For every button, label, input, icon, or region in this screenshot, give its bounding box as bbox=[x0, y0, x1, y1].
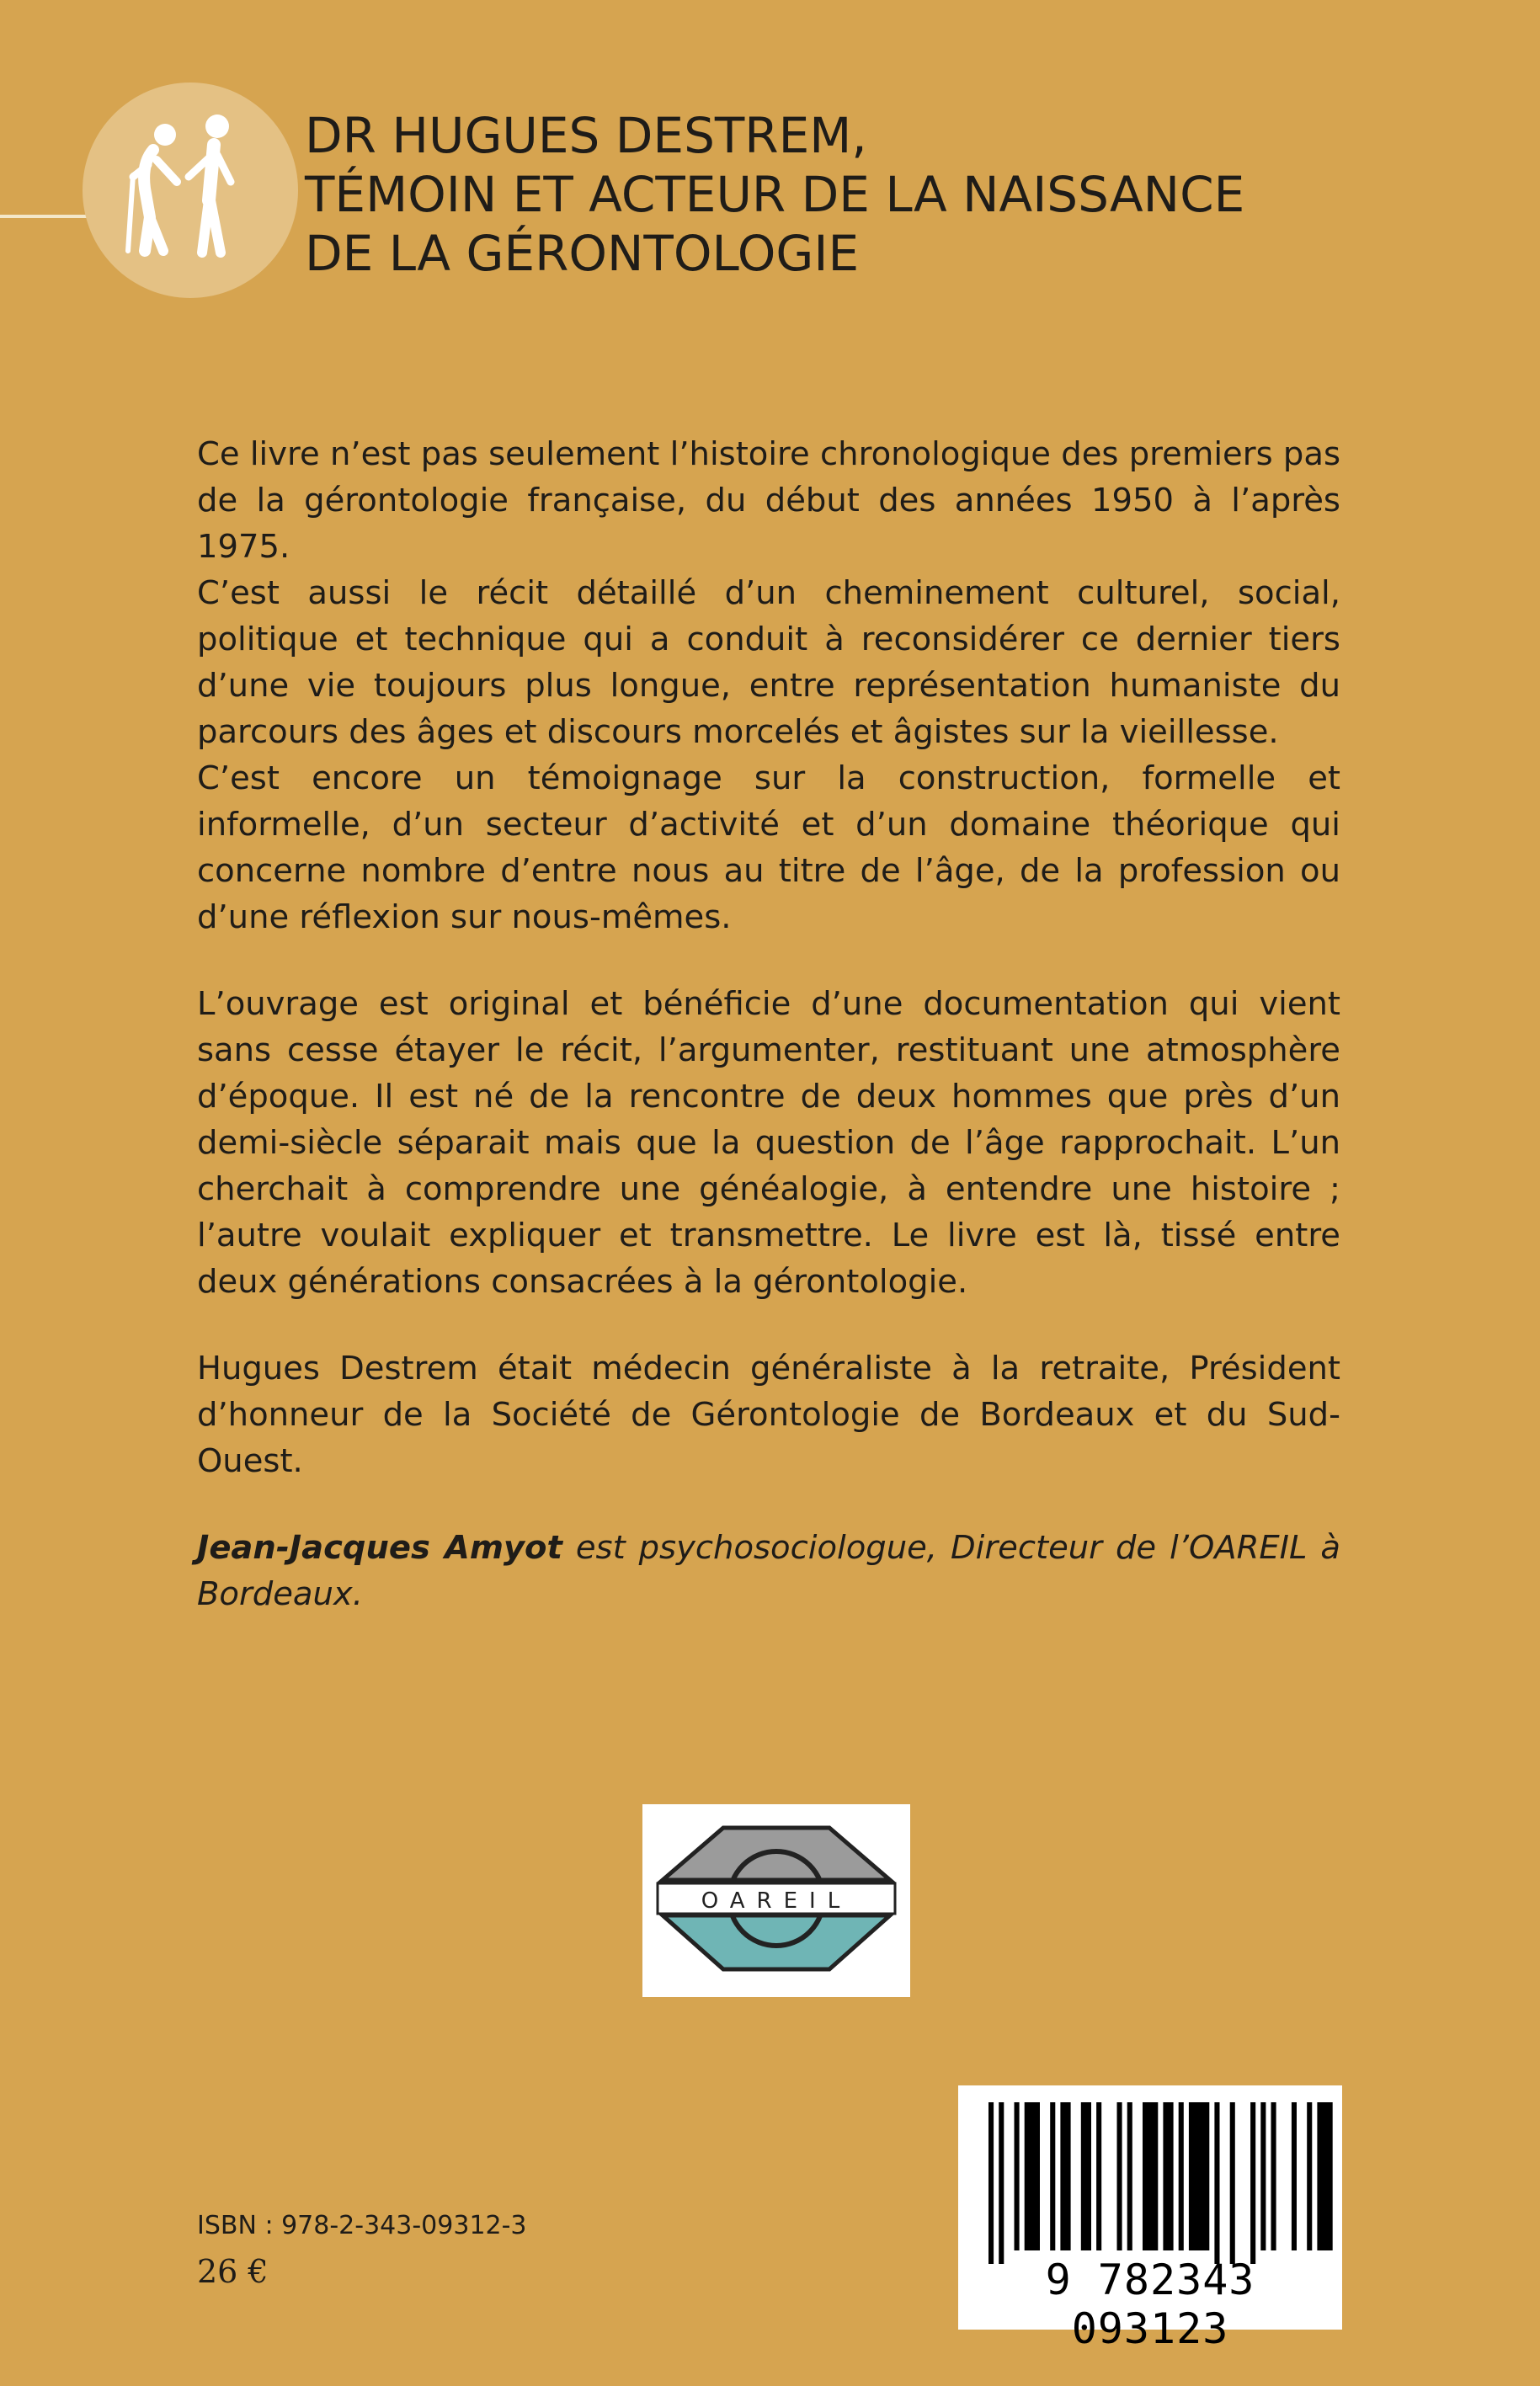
barcode-bar bbox=[988, 2102, 994, 2264]
back-cover-blurb bbox=[197, 431, 1340, 1617]
barcode-bar bbox=[1015, 2102, 1020, 2250]
barcode-bar bbox=[1143, 2102, 1158, 2250]
barcode-bar bbox=[1096, 2102, 1101, 2250]
barcode-bar bbox=[1271, 2102, 1276, 2250]
title-line-1: DR HUGUES DESTREM, bbox=[305, 107, 867, 164]
oareil-logo-icon bbox=[642, 1804, 910, 1997]
barcode-bar bbox=[1317, 2102, 1332, 2250]
blurb-paragraph-4: L’ouvrage est original et bénéficie d’une documentation qui vient sans cesse étayer le récit, l’argumenter, restituant une atmosphère d’époque. Il est né de la rencontre de deux hommes que près d’un demi-siècle séparait mais que la question de l’âge rapprochait. L’un cherchait à comprendre une généalogie, à entendre une histoire ; l’autre voulait expliquer et transmettre. Le livre est là, tissé entre deux générations consacrées à la gérontologie. bbox=[197, 985, 1340, 1301]
elderly-people-icon bbox=[83, 83, 298, 298]
barcode-bar bbox=[1050, 2102, 1055, 2250]
author-description: est psychosociologue, Directeur de l’OAREIL à Bordeaux. bbox=[197, 1529, 1340, 1613]
logo-text: OAREIL bbox=[701, 1888, 852, 1914]
badge-circle bbox=[83, 83, 298, 298]
barcode-bar bbox=[1250, 2102, 1255, 2264]
blurb-paragraph-1: Ce livre n’est pas seulement l’histoire chronologique des premiers pas de la gérontologie française, du début des années 1950 à l’après 1975. bbox=[197, 435, 1340, 566]
blurb-paragraph-2: C’est aussi le récit détaillé d’un cheminement culturel, social, politique et technique qui a conduit à reconsidérer ce dernier tiers d’une vie toujours plus longue, entre représentation humaniste du parcours des âges et discours morcelés et âgistes sur la vieillesse. bbox=[197, 574, 1340, 751]
blurb-paragraph-5: Hugues Destrem était médecin généraliste à la retraite, Président d’honneur de la Société de Gérontologie de Bordeaux et du Sud-Ouest. bbox=[197, 1350, 1340, 1480]
title-line-3: DE LA GÉRONTOLOGIE bbox=[305, 225, 860, 282]
barcode-bar bbox=[999, 2102, 1004, 2264]
title-line-2: TÉMOIN ET ACTEUR DE LA NAISSANCE bbox=[305, 166, 1245, 223]
price: 26 € bbox=[197, 2253, 269, 2290]
author-name: Jean-Jacques Amyot bbox=[197, 1529, 562, 1567]
barcode-bar bbox=[1214, 2102, 1219, 2264]
publisher-logo bbox=[642, 1804, 910, 1997]
barcode-bar bbox=[1163, 2102, 1173, 2250]
book-title bbox=[305, 106, 1484, 283]
barcode-bar bbox=[1117, 2102, 1122, 2250]
isbn: ISBN : 978-2-343-09312-3 bbox=[197, 2211, 527, 2240]
barcode-bar bbox=[1127, 2102, 1132, 2250]
barcode-digits: 9 782343 093123 bbox=[1045, 2256, 1255, 2353]
author-note bbox=[197, 1525, 1340, 1617]
barcode-bar bbox=[1081, 2102, 1091, 2250]
barcode-bar bbox=[1179, 2102, 1184, 2250]
barcode-bar bbox=[1025, 2102, 1040, 2250]
barcode-bar bbox=[1230, 2102, 1235, 2264]
barcode-bar bbox=[1307, 2102, 1312, 2250]
barcode bbox=[958, 2085, 1342, 2353]
barcode-bar bbox=[1060, 2102, 1070, 2250]
barcode-bar bbox=[1189, 2102, 1209, 2250]
barcode-bar bbox=[1292, 2102, 1297, 2250]
blurb-paragraph-3: C’est encore un témoignage sur la construction, formelle et informelle, d’un secteur d’activité et d’un domaine théorique qui concerne nombre d’entre nous au titre de l’âge, de la profession ou d’une réflexion sur nous-mêmes. bbox=[197, 759, 1340, 936]
barcode-bar bbox=[1260, 2102, 1266, 2250]
